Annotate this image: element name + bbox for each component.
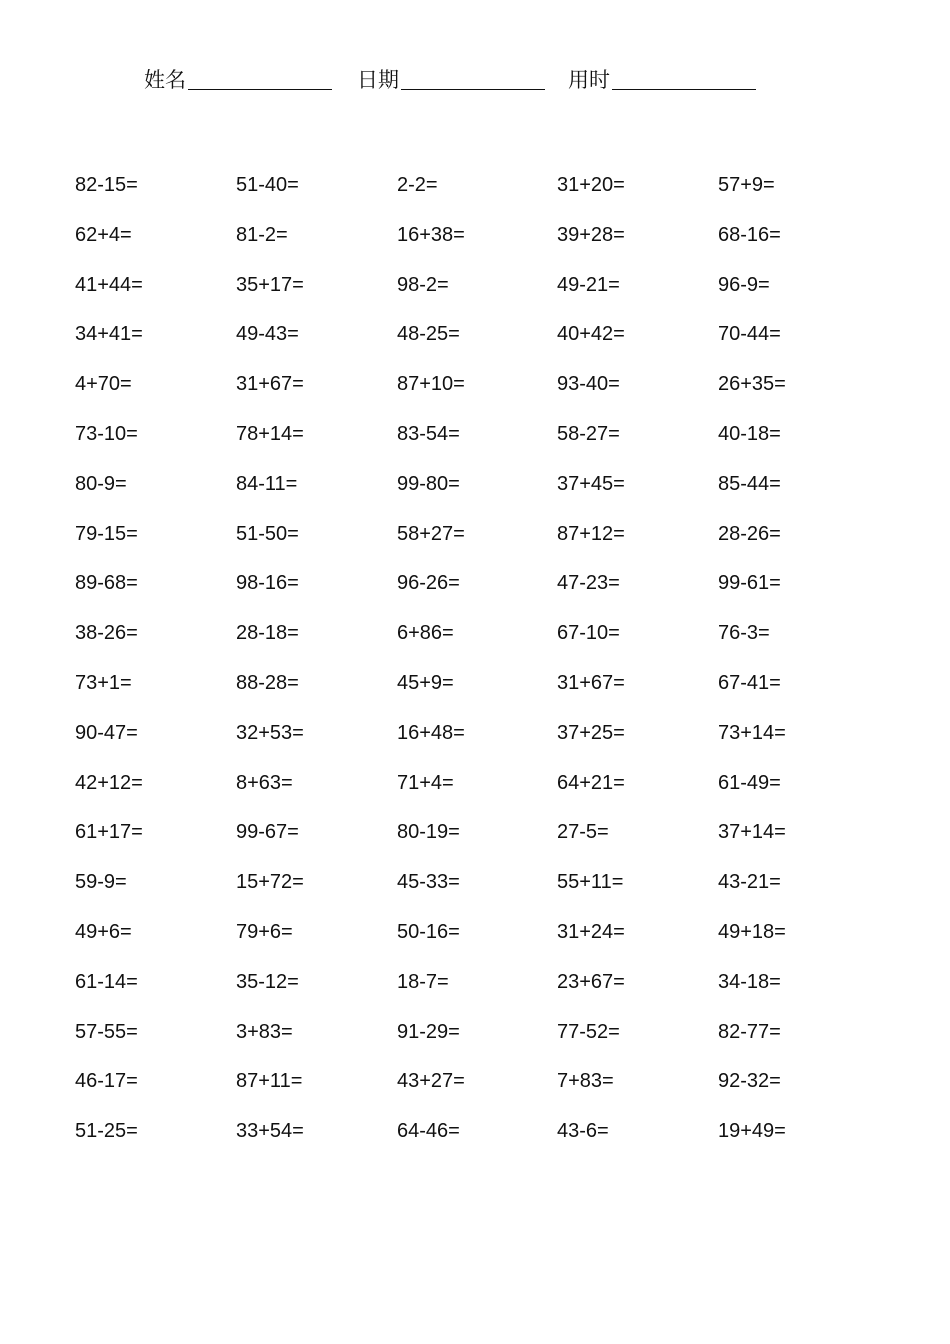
problem-item: 67-41= — [718, 671, 781, 694]
problem-item: 61+17= — [75, 821, 143, 844]
problem-item: 91-29= — [397, 1020, 460, 1043]
problem-item: 51-40= — [236, 174, 299, 196]
problem-item: 16+48= — [397, 721, 465, 744]
problem-item: 61-49= — [718, 771, 781, 794]
problem-row — [75, 218, 895, 268]
problem-item: 32+53= — [236, 721, 304, 744]
problem-item: 62+4= — [75, 223, 132, 246]
problem-row — [75, 317, 895, 367]
problem-item: 43+27= — [397, 1070, 465, 1093]
problem-item: 40+42= — [557, 323, 625, 346]
problem-item: 45-33= — [397, 871, 460, 894]
problem-item: 27-5= — [557, 821, 609, 844]
problem-item: 99-80= — [397, 472, 460, 495]
problem-item: 15+72= — [236, 871, 304, 894]
problem-item: 35-12= — [236, 970, 299, 993]
problem-item: 58-27= — [557, 422, 620, 445]
problem-row — [75, 1114, 895, 1164]
problem-item: 49-43= — [236, 323, 299, 346]
problem-item: 48-25= — [397, 323, 460, 346]
problem-item: 26+35= — [718, 373, 786, 396]
problem-item: 89-68= — [75, 572, 138, 595]
problem-row — [75, 716, 895, 766]
problem-item: 34+41= — [75, 323, 143, 346]
problem-item: 76-3= — [718, 622, 770, 645]
problem-item: 71+4= — [397, 771, 454, 794]
problem-item: 51-50= — [236, 522, 299, 545]
problem-row — [75, 417, 895, 467]
problem-item: 4+70= — [75, 373, 132, 396]
problem-item: 57+9= — [718, 174, 775, 196]
problem-item: 49+18= — [718, 920, 786, 943]
problem-item: 31+67= — [557, 671, 625, 694]
problem-item: 47-23= — [557, 572, 620, 595]
problem-item: 51-25= — [75, 1120, 138, 1143]
time-used-label: 用时 — [568, 68, 610, 92]
problem-item: 82-15= — [75, 174, 138, 196]
problem-item: 37+14= — [718, 821, 786, 844]
problem-item: 92-32= — [718, 1070, 781, 1093]
problem-item: 45+9= — [397, 671, 454, 694]
problem-item: 78+14= — [236, 422, 304, 445]
problem-item: 42+12= — [75, 771, 143, 794]
problem-item: 31+24= — [557, 920, 625, 943]
problem-item: 73+14= — [718, 721, 786, 744]
problem-row — [75, 467, 895, 517]
problem-item: 77-52= — [557, 1020, 620, 1043]
problem-item: 82-77= — [718, 1020, 781, 1043]
problem-item: 61-14= — [75, 970, 138, 993]
problem-item: 39+28= — [557, 223, 625, 246]
problem-item: 31+67= — [236, 373, 304, 396]
problem-item: 34-18= — [718, 970, 781, 993]
problem-item: 98-16= — [236, 572, 299, 595]
problem-item: 79-15= — [75, 522, 138, 545]
problem-item: 6+86= — [397, 622, 454, 645]
problem-item: 33+54= — [236, 1120, 304, 1143]
problem-item: 64+21= — [557, 771, 625, 794]
problem-item: 8+63= — [236, 771, 293, 794]
problem-item: 99-61= — [718, 572, 781, 595]
problem-item: 84-11= — [236, 472, 298, 495]
name-field[interactable] — [144, 62, 334, 96]
problem-item: 50-16= — [397, 920, 460, 943]
problem-row — [75, 666, 895, 716]
problem-item: 31+20= — [557, 174, 625, 196]
problem-item: 83-54= — [397, 422, 460, 445]
problem-item: 79+6= — [236, 920, 293, 943]
problem-item: 87+12= — [557, 522, 625, 545]
problem-item: 49+6= — [75, 920, 132, 943]
problem-row — [75, 915, 895, 965]
problem-item: 19+49= — [718, 1120, 786, 1143]
worksheet-header — [144, 62, 804, 96]
problem-item: 81-2= — [236, 223, 288, 246]
problem-row — [75, 815, 895, 865]
problem-item: 38-26= — [75, 622, 138, 645]
problem-item: 3+83= — [236, 1020, 293, 1043]
problem-item: 73-10= — [75, 422, 138, 445]
problem-item: 85-44= — [718, 472, 781, 495]
problem-item: 49-21= — [557, 273, 620, 296]
problem-item: 58+27= — [397, 522, 465, 545]
problem-item: 64-46= — [397, 1120, 460, 1143]
name-blank-line[interactable] — [188, 89, 332, 90]
problem-row — [75, 965, 895, 1015]
problem-item: 96-26= — [397, 572, 460, 595]
name-label: 姓名 — [144, 68, 186, 92]
problem-item: 87+11= — [236, 1070, 303, 1093]
problem-item: 80-9= — [75, 472, 127, 495]
date-field[interactable] — [357, 62, 547, 96]
time-used-field[interactable] — [568, 62, 758, 96]
problem-item: 70-44= — [718, 323, 781, 346]
problem-item: 87+10= — [397, 373, 465, 396]
problem-item: 67-10= — [557, 622, 620, 645]
problem-row — [75, 1064, 895, 1114]
problem-item: 37+25= — [557, 721, 625, 744]
problem-item: 40-18= — [718, 422, 781, 445]
problem-row — [75, 566, 895, 616]
problem-item: 23+67= — [557, 970, 625, 993]
problem-item: 59-9= — [75, 871, 127, 894]
problem-item: 2-2= — [397, 174, 438, 196]
problem-item: 37+45= — [557, 472, 625, 495]
problem-item: 35+17= — [236, 273, 304, 296]
problem-item: 41+44= — [75, 273, 143, 296]
problem-row — [75, 1015, 895, 1065]
problem-row — [75, 168, 895, 218]
problem-item: 28-18= — [236, 622, 299, 645]
problem-row — [75, 766, 895, 816]
problem-item: 7+83= — [557, 1070, 614, 1093]
problem-item: 99-67= — [236, 821, 299, 844]
problem-grid — [75, 168, 895, 1164]
problem-item: 90-47= — [75, 721, 138, 744]
problem-item: 18-7= — [397, 970, 449, 993]
problem-item: 80-19= — [397, 821, 460, 844]
problem-row — [75, 268, 895, 318]
problem-item: 43-21= — [718, 871, 781, 894]
problem-item: 73+1= — [75, 671, 132, 694]
problem-row — [75, 616, 895, 666]
problem-item: 88-28= — [236, 671, 299, 694]
problem-item: 93-40= — [557, 373, 620, 396]
problem-item: 68-16= — [718, 223, 781, 246]
problem-item: 96-9= — [718, 273, 770, 296]
problem-row — [75, 865, 895, 915]
problem-row — [75, 367, 895, 417]
problem-item: 46-17= — [75, 1070, 138, 1093]
problem-item: 28-26= — [718, 522, 781, 545]
date-blank-line[interactable] — [401, 89, 545, 90]
problem-item: 98-2= — [397, 273, 449, 296]
problem-item: 16+38= — [397, 223, 465, 246]
problem-item: 43-6= — [557, 1120, 609, 1143]
date-label: 日期 — [357, 68, 399, 92]
time-used-blank-line[interactable] — [612, 89, 756, 90]
problem-item: 57-55= — [75, 1020, 138, 1043]
problem-item: 55+11= — [557, 871, 624, 894]
problem-row — [75, 517, 895, 567]
